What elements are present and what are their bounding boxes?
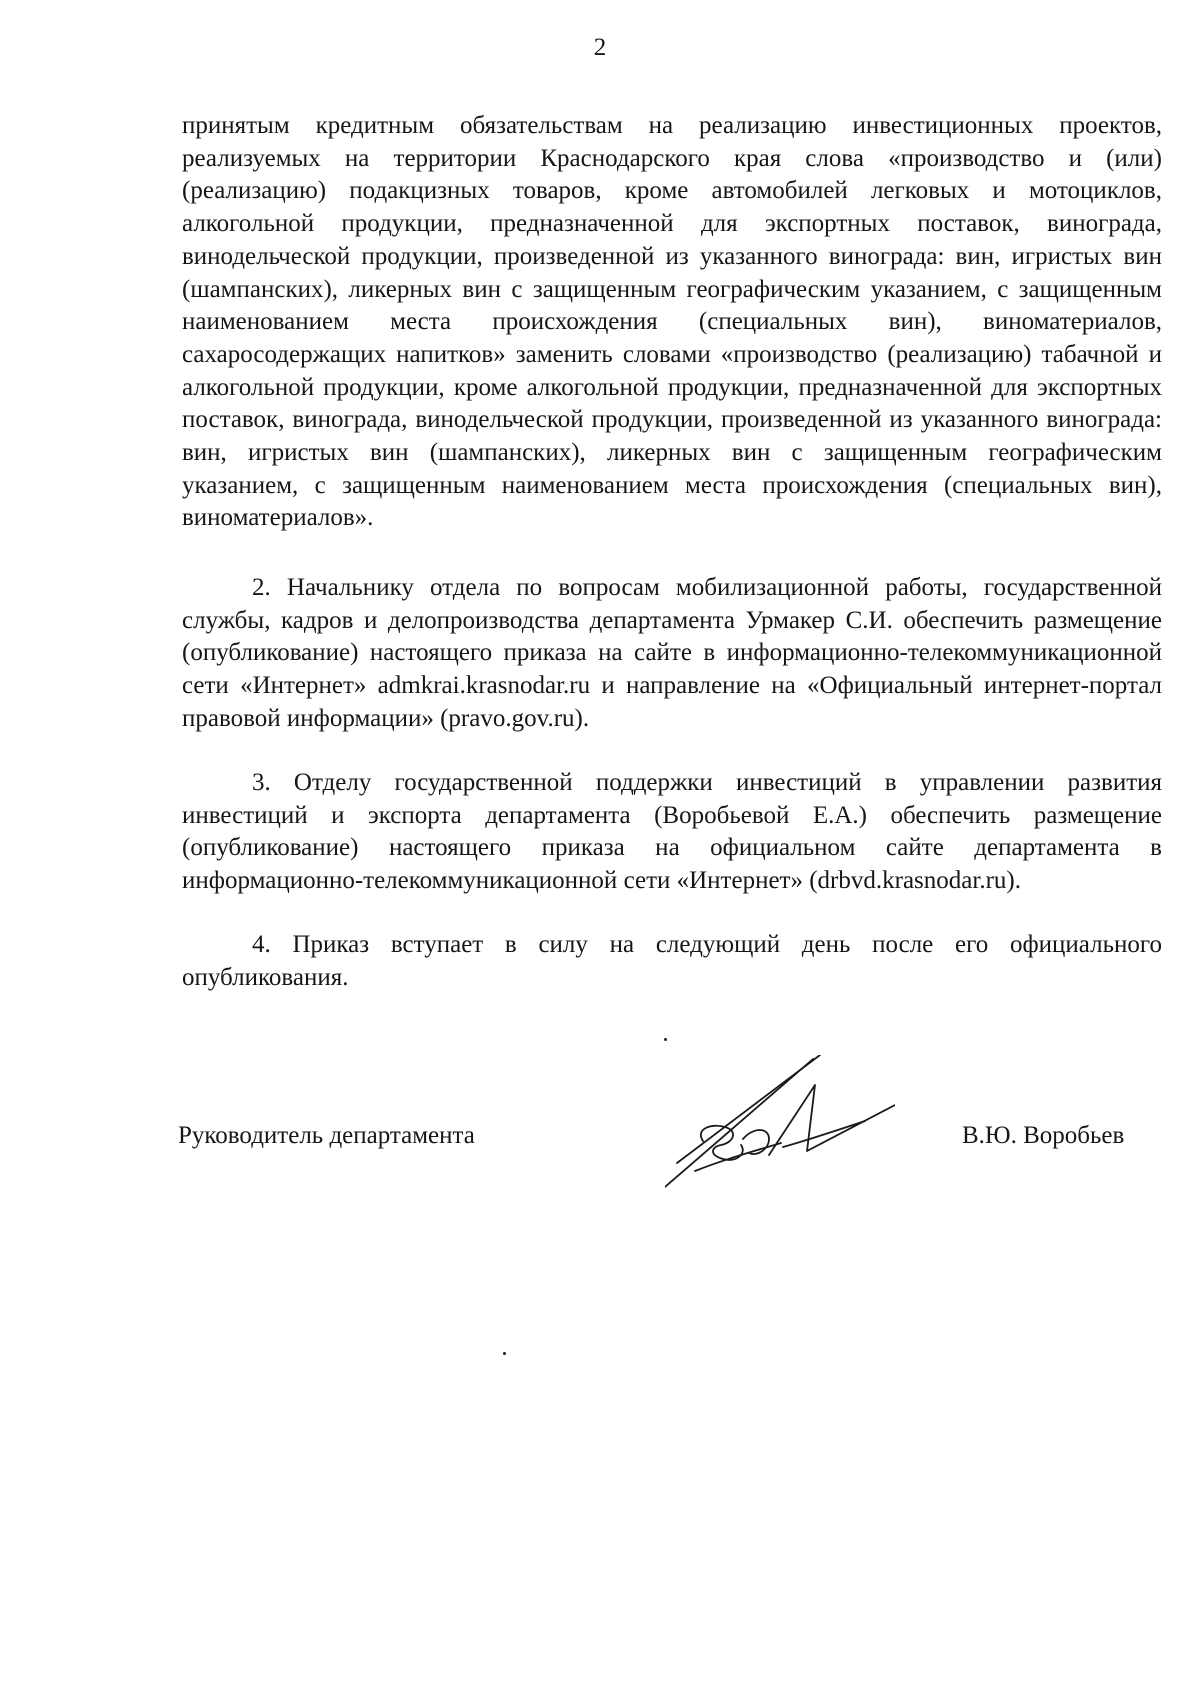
handwritten-signature — [665, 1055, 895, 1205]
page-number: 2 — [593, 34, 607, 61]
paragraph-item-2: 2. Начальнику отдела по вопросам мобилизационной работы, государственной службы, кадров и делопроизводства департамента Урмакер С.И. обеспечить размещение (опубликование) настоящего приказа на сайте в информационно-телекоммуникационной сети «Интернет» admkrai.krasnodar.ru и направление на «Официальный интернет-портал правовой информации» (pravo.gov.ru). — [182, 574, 1162, 732]
signatory-name: В.Ю. Воробьев — [962, 1122, 1125, 1149]
paragraph-item-3: 3. Отделу государственной поддержки инвестиций в управлении развития инвестиций и экспорта департамента (Воробьевой Е.А.) обеспечить размещение (опубликование) настоящего приказа на официальном сайте департамента в информационно-телекоммуникационной сети «Интернет» (drbvd.krasnodar.ru). — [182, 769, 1162, 895]
scan-speck — [503, 1352, 506, 1355]
paragraph-continuation: принятым кредитным обязательствам на реализацию инвестиционных проектов, реализуемых на территории Краснодарского края слова «производство и (или) (реализацию) подакцизных товаров, кроме автомобилей легковых и мотоциклов, алкогольной продукции, предназначенной для экспортных поставок, винограда, винодельческой продукции, произведенной из указанного винограда: вин, игристых вин (шампанских), ликерных вин с защищенным географическим указанием, с защищенным наименованием места происхождения (специальных вин), виноматериалов, сахаросодержащих напитков» заменить словами «производство (реализацию) табачной и алкогольной продукции, кроме алкогольной продукции, предназначенной для экспортных поставок, винограда, винодельческой продукции, произведенной из указанного винограда: вин, игристых вин (шампанских), ликерных вин с защищенным географическим указанием, с защищенным наименованием места происхождения (специальных вин), виноматериалов». — [182, 112, 1162, 532]
paragraph-item-4: 4. Приказ вступает в силу на следующий день после его официального опубликования. — [182, 931, 1162, 991]
scan-speck — [664, 1038, 667, 1041]
signatory-position: Руководитель департамента — [178, 1122, 475, 1149]
